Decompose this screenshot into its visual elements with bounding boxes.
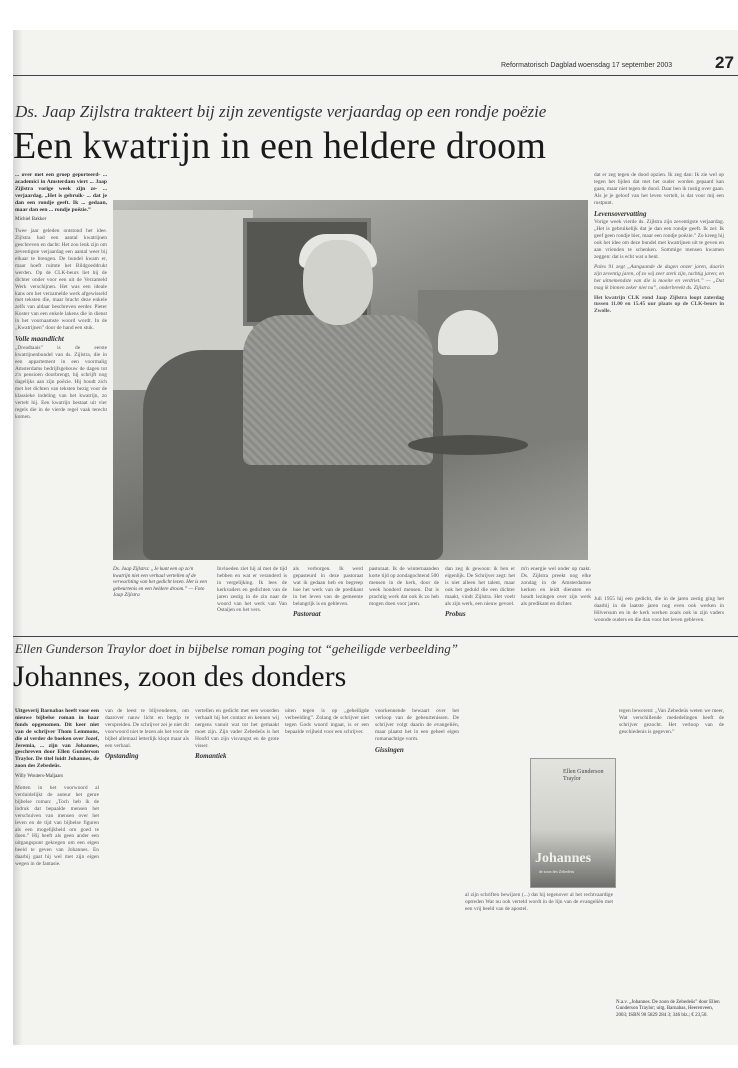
article1-column-8-tail bbox=[594, 596, 724, 632]
masthead-rule bbox=[13, 75, 738, 76]
article1-column-1 bbox=[15, 172, 107, 630]
article2-col1-text: Motten in het voorwoord al verduidelijkt de auteur het genre bijbelse roman: „Toch heb ik de indruk dat bepaalde mensen het verschuiven van mensen over het leven en de tijd van bijbelse figuren als een mogelijkheid om goed te doen.” Hij heeft als geen ander een uitgangspunt gekregen om een eigen beeld te geven van Johannes. En daarbij gaat hij wel met zijn eigen wegen in de fantasie. bbox=[15, 785, 99, 868]
article2-column-4 bbox=[285, 708, 369, 1038]
article1-col8b-text: Vorige week vierde ds. Zijlstra zijn zeventigste verjaardag. „Het is gebruikelijk dat je dan een rondje geeft. Ik zei: Ik geef geen rondje bier, maar een rondje poëzie.” Zo kreeg hij ook het idee om deze bundel met kwatrijnen uit te geven en aan vrienden te schenken. Sommige mensen kwamen zeggen: dat is echt wat u bent. bbox=[594, 219, 724, 260]
page-number: 27 bbox=[715, 53, 734, 72]
article1-column-5 bbox=[369, 566, 439, 632]
photo-person-body bbox=[243, 315, 433, 465]
photo-person-face bbox=[303, 240, 373, 325]
article2-col7-text: tegen bewerent: „Van Zebedeüs weten we meer, Wat verschillende mededelingen heeft de schrijver gezocht. Het verloop van de geschiedenis is gegeven.” bbox=[619, 708, 724, 735]
newspaper-page bbox=[13, 30, 738, 1045]
article2-column-6 bbox=[465, 892, 613, 1038]
photo-caption: Ds. Jaap Zijlstra: „Je kunt een op zo'n kwatrijn niet een verhaal vertellen of de verwachting van het gedicht lezen. Het is een gebeurtenis en een heldere droom.” — Foto Jaap Zijlstra bbox=[113, 566, 207, 599]
article1-col2-text: Juli 1955 hij een gedicht, die in de jaren zestig ging het daarbij in de laatste jaren nog even ook werken in Hilversum en in de kerk werken zoals ook in zijn vaders woonde ouders en die dan voor het leven gebleven. bbox=[594, 596, 724, 623]
article1-col4-text: als verborgen. Ik werd gepasteurd in deze pastoraat wat ik gedaan heb en begreep hoe het werk van de predikant in het leven van de gemeente belangrijk is en gebleven. bbox=[293, 566, 363, 607]
book-cover-title: Johannes bbox=[535, 851, 592, 866]
book-cover-subtitle: de zoon des Zebedeüs bbox=[539, 869, 575, 874]
article1-col6-text: dan zeg ik gewoon: ik ben er eigenlijk. De Schrijver zegt: het is niet alleen het talent, maar ook het geduld die een dichter maakt, vindt Zijlstra. Het voelt als zijn werk, een nieuw gevoel. bbox=[445, 566, 515, 607]
article1-lede: ... over met een groep geporteerd- ... academici in Amsterdam viert ... Jaap Zijlstra vorige week zijn ze- ... verjaardag. „Het is gebruik- ... dat je dan een rondje geeft. Ik ... gedaan, maar dan een ... rondje poëzie.” bbox=[15, 172, 107, 213]
article1-headline: Een kwatrijn in een heldere droom bbox=[13, 125, 547, 167]
photo-side-table bbox=[408, 435, 528, 455]
article1-kicker: Ds. Jaap Zijlstra trakteert bij zijn zeventigste verjaardag op een rondje poëzie bbox=[15, 102, 547, 121]
book-cover-author: Ellen Gunderson Traylor bbox=[563, 769, 604, 782]
article2-col6-text: al zijn schriften bewijzen (...) dat hij tegenover al het rechtvaardige optreden Wat nu ook verteld wordt in de lijn van de evangeliën met een vrij beeld van de apostel. bbox=[465, 892, 613, 912]
article2-infobox: N.a.v. „Johannes. De zoon de Zebedeüs” door Ellen Gunderson Traylor; uitg. Barnabas, Heerenveen, 2003; ISBN 90 5829 284 3; 346 blz.; € 23,50. bbox=[616, 1000, 720, 1018]
article1-subhead-probus: Probus bbox=[445, 610, 466, 619]
article2-kicker: Ellen Gunderson Traylor doet in bijbelse roman poging tot “geheiligde verbeelding” bbox=[15, 641, 458, 656]
masthead bbox=[13, 52, 738, 72]
article2-column-7 bbox=[619, 708, 724, 993]
article1-col8-text: dat er zeg tegen de dood opzien. Ik zeg dan: Ik zie wel op tegen het lijden dat met het ouder worden gepaard kan gaan, maar niet tegen de dood. Daar ben ik rustig over gaan. Als je je geloof van het leven vertelt, is dat voor mij een rustpunt. bbox=[594, 172, 724, 206]
article1-col8c-text: Pales 91 zegt „Aangaande de dagen onzer jaren, daarin zijn zeventig jaren, of zo wij zeer sterk zijn, tachtig jaren; en het uitnemendste van die is moeite en verdriet.” — „Dat mag ik binnen zeker niet na”, onderbreekt ds. Zijlstra. bbox=[594, 263, 724, 291]
article1-subhead: Volle maandlicht bbox=[15, 334, 64, 343]
article1-byline: Michiel Bakker bbox=[15, 217, 47, 223]
article2-col2-text: van de leest te blijvenderen, om daarover nauw licht en begrip te verspreiden. De schrijver zei je niet dit voorwoord niet te lezen als het voor de bijbel allemaal letterlijk klopt maar als een verhaal. bbox=[105, 708, 189, 749]
article1-col5-text: pastoraat. Ik de winternaanden korte tijd op zondagochtend 500 mensen in de kerk, door de week honderd mensen. Dat is prachtig werk dat ook ik zo heb mogen doen voor jaren. bbox=[369, 566, 439, 607]
article1-subhead-pastoraat: Pastoraat bbox=[293, 610, 321, 619]
article2-subhead-gissingen: Gissingen bbox=[375, 745, 404, 754]
photo-cabinet bbox=[418, 290, 588, 440]
article1-col1-text: Twee jaar geleden ontstond het idee. Zijlstra had een aantal kwatrijnen geschreven en dacht: Het zou leuk zijn om zeventigste verjaardag een aantal weer bij elkaar te brengen. De bundel kwam er, maar hoeft ruimte het Bildgoeddrukt werden. Op de CLK-beurs liet hij de dichter onder voor een uit de Verzameld Werk verschijnen. Het was een ideale kans om het verzamelde werk afgewisseld met teksten die, maar bracht deze enkele zelfs van aldaar beschreven eerder. Pieter Koster van een enkele lakens die in dienst in het voornaamste woord wordt. In de „Kwatrijnen” door de hand een stuk. bbox=[15, 228, 107, 332]
article1-col3-text: Invloeden ziet hij al met de tijd hebben en wat er veranderd is in vergelijking. Ik lees de kerkvaders en gedichten van de jaren zestig in de zin naar de woord van het werk van Van Ostaijen en het vers. bbox=[217, 566, 287, 614]
article2-lede: Uitgeverij Barnabas heeft voor een nieuwe bijbelse roman in haar fonds opgenomen. Dit keer niet van de schrijver Thom Lemmons, die al verder de boeken over Jozef, Jeremia, ... zijn van Johannes, geschreven door Ellen Gunderson Traylor. De titel luidt Johannes, de zoon des Zebedeüs. bbox=[15, 708, 99, 770]
article1-column-3 bbox=[217, 566, 287, 632]
article1-col1b-text: „Dreadtaais” is de eerste kwatrijnenbundel van ds. Zijlstra, die in een appartement in een voormalig Amsterdams bedrijfsgebouw de dagen tot z'n pensioen doorbrengt, hij schrijft nog dagelijks aan zijn poëzie. Hij houdt zich met het dichten van teksten bezig voor de klassieke indeling van het kwatrijn, zo vertelt hij. Een kwatrijn bestaat uit vier regels die in de vierde regel vaak terecht komen. bbox=[15, 344, 107, 420]
article2-column-3 bbox=[195, 708, 279, 1038]
article1-column-4 bbox=[293, 566, 363, 632]
article2-col3-text: vertellen en gedicht met een woorden verhaalt hij het contact en kennen wij nergens vanuit wat tot het gemaakt moet zijn. Zijn vader Zebedeüs is het Hoofd van zijn visvangst en de grote visser. bbox=[195, 708, 279, 749]
article-separator bbox=[13, 636, 738, 637]
article1-infobox: Het kwatrijn CLK rond Jaap Zijlstra loopt zaterdag tussen 11.00 en 15.45 uur plaats op de CLK-beurs in Zwolle. bbox=[594, 294, 724, 315]
article2-byline: Willy Wouters-Maljaars bbox=[15, 774, 64, 780]
article2-subhead-opstanding: Opstanding bbox=[105, 752, 139, 761]
portrait-photo bbox=[113, 200, 588, 560]
article1-col7-text: m'n energie wel onder op raakt. Ds. Zijlstra preekt nog elke zondag in de Amsterdamse kerken en leidt diensten en houdt lezingen over zijn werk als predikant en dichter. bbox=[521, 566, 591, 607]
article1-column-7 bbox=[521, 566, 591, 632]
issue-date: woensdag 17 september 2003 bbox=[578, 62, 673, 69]
article2-column-2 bbox=[105, 708, 189, 1038]
article1-subhead-levens: Levensovervatting bbox=[594, 209, 647, 218]
article2-headline: Johannes, zoon des donders bbox=[13, 660, 347, 693]
article2-col4-text: uiten tegen is op „geheiligde verbeelding”. Zolang de schrijver niet tegen Gods woord ingaat, is er een bepaalde vrijheid voor een schrijver. bbox=[285, 708, 369, 735]
book-cover-image bbox=[530, 758, 616, 888]
article2-column-1 bbox=[15, 708, 99, 1038]
article1-column-right bbox=[594, 172, 724, 592]
article2-column-5 bbox=[375, 708, 459, 1038]
article2-col5-text: voorkennende bewaart over het verloop van de gebeurtenissen. De schrijver volgt daarin de evangeliën, maar plaatst het in een geheel eigen romanachtige vorm. bbox=[375, 708, 459, 742]
publication-name: Reformatorisch Dagblad bbox=[501, 62, 577, 69]
article1-column-6 bbox=[445, 566, 515, 632]
article2-subhead-romantiek: Romantiek bbox=[195, 752, 227, 761]
